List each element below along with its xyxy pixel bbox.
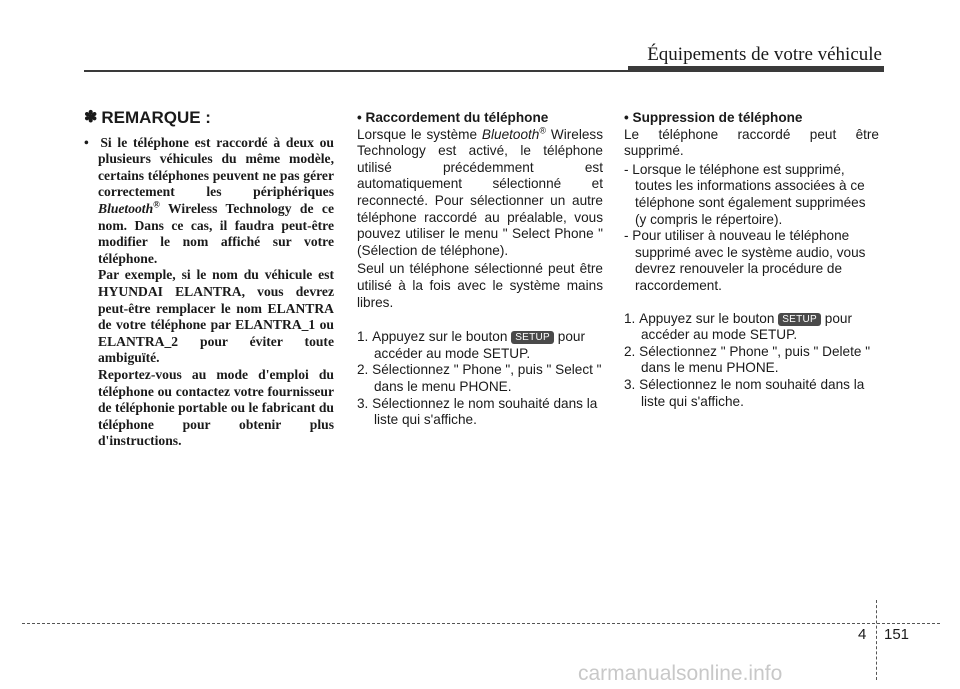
connection-paragraph: Lorsque le système Bluetooth® Wireless Technology est activé, le téléphone utilisé précédemment est automatiquement sélectionné et reconnecté. Pour sélectionner un autre téléphone raccordé au préalable, vous pouvez utiliser le menu " Select Phone " (Sélection de téléphone).: [357, 125, 603, 258]
list-item: 2. Sélectionnez " Phone ", puis " Delete " dans le menu PHONE.: [624, 343, 871, 376]
setup-button-icon: SETUP: [778, 313, 821, 326]
connection-note: Seul un téléphone sélectionné peut être utilisé à la fois avec le système mains libres.: [357, 261, 603, 310]
list-item: 1. Appuyez sur le bouton SETUP pour accéder au mode SETUP.: [624, 310, 853, 343]
watermark: carmanualsonline.info: [578, 662, 783, 685]
list-item: 2. Sélectionnez " Phone ", puis " Select " dans le menu PHONE.: [357, 362, 602, 394]
asterisk-icon: ✽: [84, 109, 98, 126]
deletion-paragraph: Le téléphone raccordé peut être supprimé.: [624, 126, 879, 159]
deletion-steps: [624, 311, 879, 411]
remark-heading: [84, 110, 334, 127]
bluetooth-brand: Bluetooth: [481, 126, 540, 142]
setup-button-icon: SETUP: [511, 331, 554, 344]
connection-column: [357, 110, 603, 429]
footer-rule: [22, 623, 940, 624]
deletion-column: [624, 110, 879, 410]
connection-title: • Raccordement du téléphone: [357, 110, 549, 125]
list-item: 1. Appuyez sur le bouton SETUP pour accéder au mode SETUP.: [357, 329, 586, 361]
deletion-notes: [624, 162, 879, 295]
registered-mark: ®: [153, 199, 160, 210]
list-item: 3. Sélectionnez le nom souhaité dans la liste qui s'affiche.: [357, 395, 598, 428]
remark-example: Par exemple, si le nom du véhicule est HYUNDAI ELANTRA, vous devrez peut-être remplacer le nom ELANTRA de votre téléphone par ELANTRA_1 ou ELANTRA_2 pour éviter toute ambiguïté.: [98, 267, 334, 366]
page-header-title: Équipements de votre véhicule: [647, 44, 882, 65]
list-item: 3. Sélectionnez le nom souhaité dans la liste qui s'affiche.: [624, 376, 865, 409]
header-rule-accent: [628, 66, 884, 72]
chapter-number: 4: [858, 626, 867, 643]
deletion-title: • Suppression de téléphone: [624, 110, 803, 125]
list-item: - Lorsque le téléphone est supprimé, toutes les informations associées à ce téléphone sont également supprimées (y compris le répertoire).: [624, 161, 866, 227]
bullet: •: [84, 134, 89, 150]
list-item: - Pour utiliser à nouveau le téléphone supprimé avec le système audio, vous devrez renouveler la procédure de raccordement.: [624, 228, 866, 293]
remark-column: [84, 110, 334, 450]
remark-title: REMARQUE :: [101, 108, 211, 127]
registered-mark: ®: [539, 125, 547, 136]
remark-body: [84, 135, 334, 450]
remark-instructions: Reportez-vous au mode d'emploi du téléphone ou contactez votre fournisseur de téléphonie portable ou le fabricant du téléphone pour obtenir plus d'instructions.: [98, 366, 334, 449]
page-number: 151: [884, 626, 910, 643]
connection-steps: [357, 329, 603, 429]
page-number-divider: [876, 600, 877, 680]
bluetooth-brand: Bluetooth: [98, 200, 154, 216]
remark-paragraph: • Si le téléphone est raccordé à deux ou plusieurs véhicules du même modèle, certains téléphones peuvent ne pas gérer correctement les périphériques Bluetooth® Wireless Technology de ce nom. Dans ce cas, il faudra peut-être modifier le nom affiché sur votre téléphone.: [84, 134, 334, 266]
